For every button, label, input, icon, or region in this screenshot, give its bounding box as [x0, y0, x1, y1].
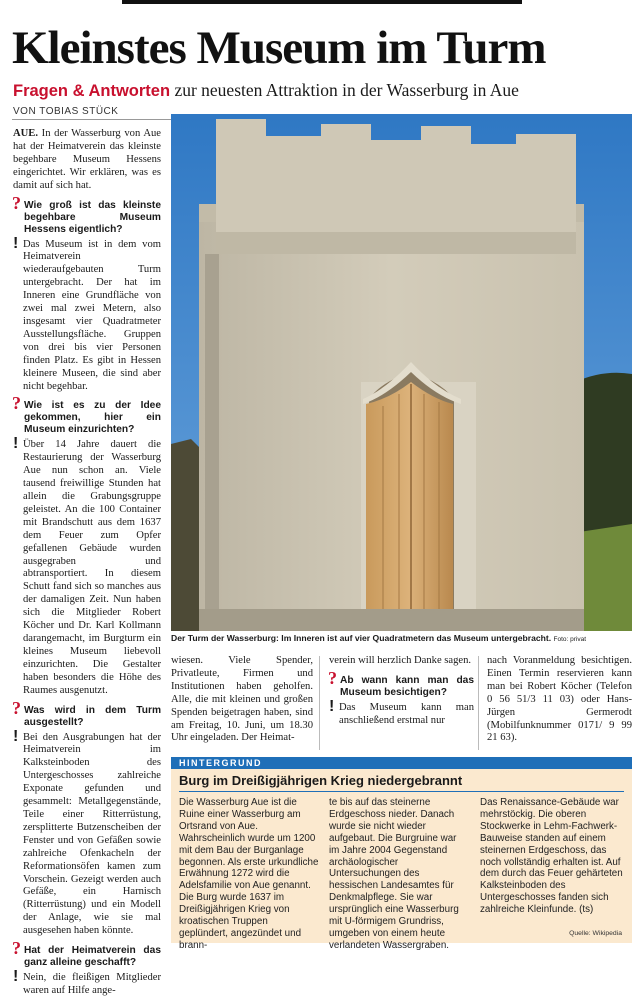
background-infobox [171, 757, 632, 951]
question-mark-icon: ? [328, 667, 337, 688]
dateline: AUE. [13, 128, 39, 139]
question-1: ? Wie groß ist das kleinste begehbare Museum Hessens eigentlich? [12, 192, 161, 235]
top-rule [122, 0, 522, 4]
exclamation-mark-icon: ! [13, 968, 19, 986]
column-4-text: nach Voranmeldung besichtigen. Einen Termin reservieren kann man bei Robert Köcher (Telefon 0 56 51/3 11 03) oder Hans-Jürgen Germerodt (Mobilfunknummer 0171/ 9 99 21 63). [487, 655, 632, 744]
subhead [13, 80, 638, 101]
photo-caption: Der Turm der Wasserburg: Im Inneren ist auf vier Quadratmetern das Museum untergebracht. Foto: privat [171, 633, 587, 643]
photo-credit: Foto: privat [553, 636, 587, 643]
subhead-kicker: Fragen & Antworten [13, 82, 171, 100]
question-mark-icon: ? [12, 697, 21, 718]
infobox-tab [171, 757, 632, 769]
tower-photo [171, 114, 632, 631]
exclamation-mark-icon: ! [13, 727, 19, 745]
infobox-column-2: te bis auf das steinerne Erdgeschoss nieder. Danach wurde sie nicht wieder aufgebaut. Die Burgruine war im Jahre 2004 Gegenstand archäologischer Untersuchungen des hessischen Landesamtes für Denkmalpflege. Sie war ursprünglich eine Wasserburg mit U-förmigem Grundriss, umgeben von einem heute verlandeten Wassergraben. [329, 797, 459, 951]
question-2: ? Wie ist es zu der Idee gekommen, hier ein Museum einzurichten? [12, 393, 161, 436]
infobox-divider [179, 791, 624, 792]
column-divider [319, 656, 320, 750]
exclamation-mark-icon: ! [13, 435, 19, 453]
article-column-1 [13, 128, 161, 1001]
question-5: ? Ab wann kann man das Museum besichtigen? [328, 667, 474, 698]
infobox-column-3: Das Renaissance-Gebäude war mehrstöckig. Die oberen Stockwerke in Lehm-Fachwerk-Bauweise standen auf einem steinernen Erdgeschoss, das noch vollständig erhalten ist. Auf dem durch das Feuer gehärteten Kalksteinboden des Untergeschosses fanden sich zahlreiche Kleinfunde. (ts) [480, 797, 623, 916]
battlement-base [216, 232, 576, 254]
tower-base [199, 609, 584, 631]
question-mark-icon: ? [12, 393, 21, 414]
question-mark-icon: ? [12, 938, 21, 959]
question-3: ? Was wird in dem Turm ausgestellt? [12, 697, 161, 728]
wooden-door [366, 382, 453, 617]
subhead-text: zur neuesten Attraktion in der Wasserburg in Aue [170, 80, 519, 100]
infobox-tab-label: HINTERGRUND [179, 758, 262, 768]
answer-2: ! Über 14 Jahre dauert die Restaurierung der Wasserburg Aue nun schon an. Viele tausend freiwillige Stunden hat allein die Grabungsgruppe geleistet. An die 100 Container mit Brandschutt aus dem 1637 dem Feuer zum Opfer gefallenen Gebäude wurden ausgegraben und abtransportiert. In diesem Schutt fand sich so manches aus der damaligen Zeit. Nun haben sich die Mitglieder Robert Köcher und Dr. Karl Kollmann darangemacht, im Burgturm ein kleines Museum liebevoll einzurichten. Die Gestalter haben besonders die Höhe des Raumes ausgenutzt. [13, 435, 161, 696]
column-2-text: wiesen. Viele Spender, Privatleute, Firmen und Institutionen haben geholfen. Alle, die mit kleinen und großen Spenden beigetragen haben, sind am Freitag, 10. Juni, um 18.30 Uhr eingeladen. Der Heimat- [171, 655, 313, 744]
headline: Kleinstes Museum im Turm [12, 22, 546, 74]
column-divider [478, 656, 479, 750]
question-4: ? Hat der Heimatverein das ganz alleine geschafft? [12, 938, 161, 969]
article-column-3 [329, 655, 474, 731]
infobox-column-1: Die Wasserburg Aue ist die Ruine einer Wasserburg am Ortsrand von Aue. Wahrscheinlich wurde um 1200 mit dem Bau der Burganlage begonnen. Als erste urkundliche Erwähnung 1272 wird die Adelsfamilie von Aue genannt. Die Burg wurde 1637 im Dreißigjährigen Krieg von kroatischen Truppen geplündert, angezündet und brann- [179, 797, 319, 951]
answer-5: ! Das Museum kann man anschließend erstmal nur [329, 697, 474, 726]
exclamation-mark-icon: ! [13, 234, 19, 252]
infobox-title: Burg im Dreißigjährigen Krieg niedergebrannt [179, 773, 463, 788]
column-3-text: verein will herzlich Danke sagen. [329, 655, 472, 666]
article-lead [13, 128, 161, 193]
tower-shadow-edge [205, 254, 219, 624]
article-column-2 [171, 655, 313, 748]
question-mark-icon: ? [12, 192, 21, 213]
infobox-source: Quelle: Wikipedia [569, 930, 622, 937]
exclamation-mark-icon: ! [329, 697, 335, 715]
byline: VON TOBIAS STÜCK [13, 106, 119, 117]
answer-4: ! Nein, die fleißigen Mitglieder waren auf Hilfe ange- [13, 968, 161, 996]
answer-3: ! Bei den Ausgrabungen hat der Heimatverein im Kalksteinboden des Untergeschosses zahlreiche Exponate gefunden und gesammelt: Metallgegenstände, Teile einer Ritterrüstung, zersplitterte Butzenscheiben der Fenster und von Gefäßen sowie zahlreiche Ofenkacheln der Reformationsöfen kamen zum Vorschein. Gezeigt werden auch Gefäße, ein Harnisch (Ritterrüstung) und ein Modell der Anlage, wie sie mal ausgesehen haben könnte. [13, 727, 161, 937]
article-column-4 [487, 655, 632, 748]
tower-illustration [171, 114, 632, 631]
answer-1: ! Das Museum ist in dem vom Heimatverein wiederaufgebauten Turm untergebracht. Der hat im Inneren eine Grundfläche von zwei mal zwei Metern, also insgesamt vier Quadratmeter Ausstellungsfläche. Gruppen von drei bis vier Personen finden Platz. Es gibt in Hessen kleinere Museen, die sind aber nicht begehbar. [13, 234, 161, 392]
lead-text: In der Wasserburg von Aue hat der Heimatverein das kleinste begehbare Museum Hessens eingerichtet. Wir erklären, was es damit auf sich hat. [13, 128, 161, 191]
